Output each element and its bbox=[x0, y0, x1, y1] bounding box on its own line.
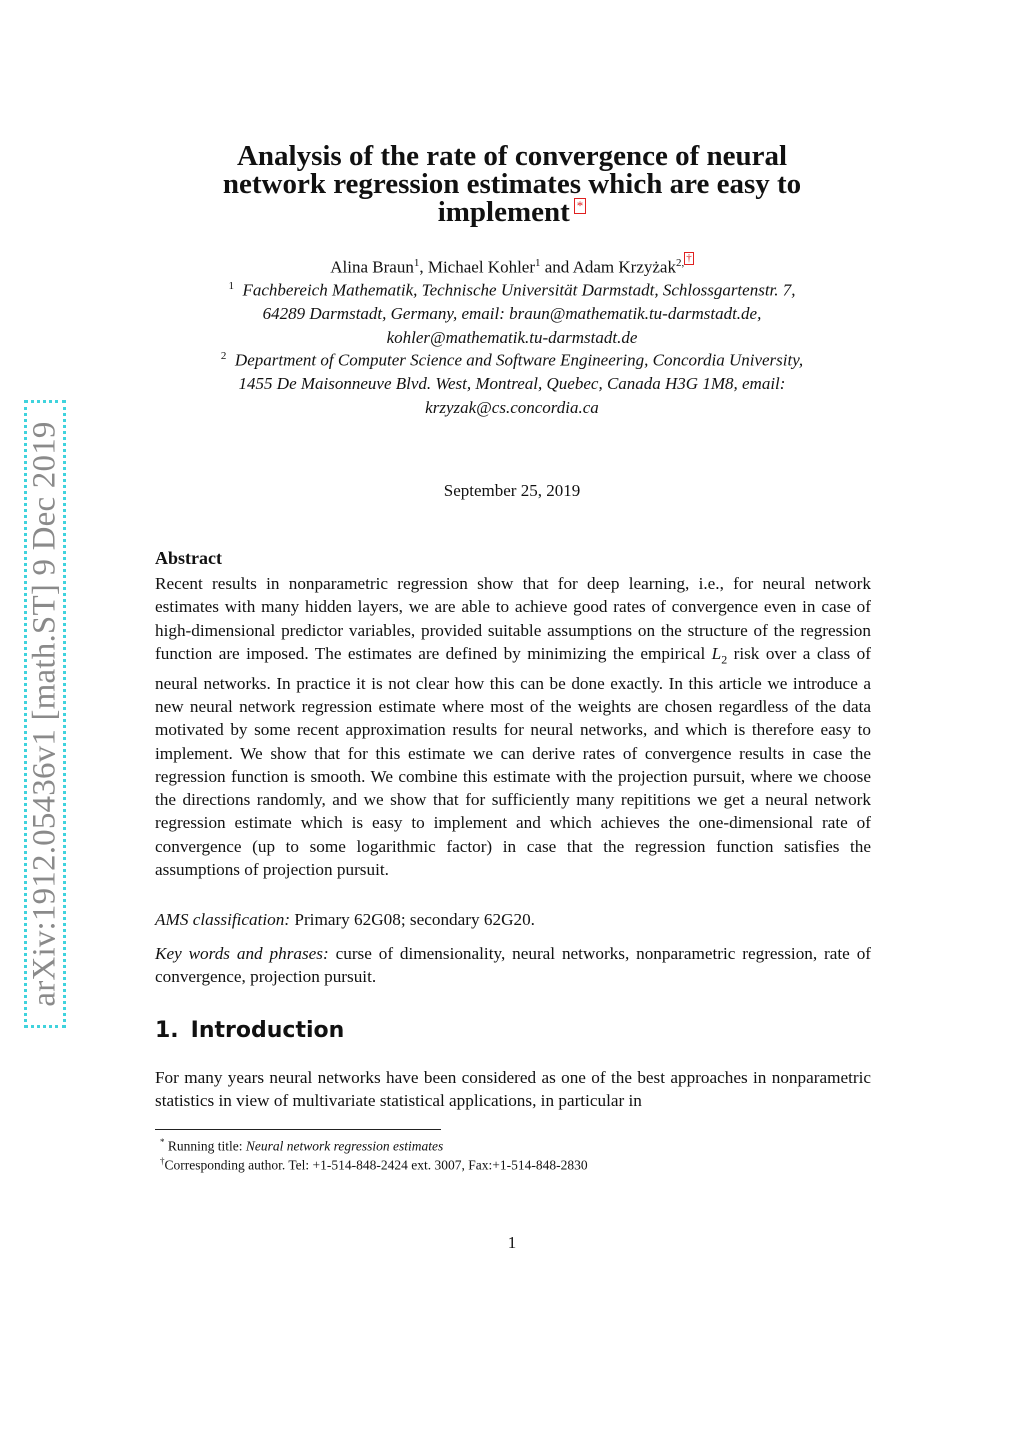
ams-value: Primary 62G08; secondary 62G20. bbox=[290, 910, 535, 929]
page-number: 1 bbox=[507, 1233, 517, 1252]
abstract-text-1: Recent results in nonparametric regression show that for deep learning, i.e., for neural network estimates with many hidden layers, we are able to achieve good rates of convergence even in case of high-dimensional predictor variables, provided suitable assumptions on the structure of the regression function are imposed. The estimates are defined by minimizing the empirical bbox=[155, 574, 871, 663]
footnote-label: Running title: bbox=[164, 1138, 246, 1154]
keywords-label: Key words and phrases: bbox=[155, 944, 329, 963]
arxiv-identifier: arXiv:1912.05436v1 [math.ST] 9 Dec 2019 bbox=[26, 421, 63, 1007]
author-braun: Alina Braun bbox=[330, 257, 414, 277]
paper-title bbox=[150, 142, 874, 226]
title-line-3: implement bbox=[437, 196, 570, 228]
title-footnote-link[interactable]: * bbox=[574, 198, 587, 214]
corresponding-author-link[interactable]: † bbox=[686, 252, 692, 264]
section-number: 1. bbox=[155, 1018, 179, 1043]
keywords bbox=[155, 942, 871, 989]
footnote-mark: † bbox=[160, 1156, 165, 1166]
footnote-corresponding bbox=[160, 1152, 860, 1175]
abstract-heading: Abstract bbox=[155, 548, 222, 568]
author-separator: , bbox=[419, 257, 428, 277]
ams-label: AMS classification: bbox=[155, 910, 291, 929]
affiliation-2-line-2: 1455 De Maisonneuve Blvd. West, Montreal, Quebec, Canada H3G 1M8, email: bbox=[238, 374, 786, 394]
title-line-2: network regression estimates which are easy to bbox=[222, 168, 802, 200]
abstract-body bbox=[155, 572, 871, 881]
footnote-text: Corresponding author. Tel: +1-514-848-2424 ext. 3007, Fax:+1-514-848-2830 bbox=[164, 1157, 588, 1173]
title-line-1: Analysis of the rate of convergence of neural bbox=[236, 140, 788, 172]
author-krzyzak-affil: 2, bbox=[675, 257, 685, 269]
affiliation-1-number: 1 bbox=[228, 280, 234, 292]
author-kohler-affil: 1 bbox=[535, 257, 541, 269]
paper-date: September 25, 2019 bbox=[443, 481, 581, 500]
affiliation-2 bbox=[150, 345, 874, 419]
intro-paragraph: For many years neural networks have been considered as one of the best approaches in nonparametric statistics in view of multivariate statistical applications, in particular in bbox=[155, 1068, 871, 1111]
author-krzyzak: Adam Krzyżak bbox=[572, 257, 676, 277]
author-separator: and bbox=[540, 257, 573, 277]
section-title: Introduction bbox=[190, 1018, 345, 1043]
math-subscript: 2 bbox=[721, 652, 728, 667]
affiliation-2-line-3: krzyzak@cs.concordia.ca bbox=[425, 397, 599, 417]
author-kohler: Michael Kohler bbox=[427, 257, 535, 277]
affiliation-1-line-2: 64289 Darmstadt, Germany, email: braun@mathematik.tu-darmstadt.de, bbox=[262, 304, 762, 324]
arxiv-stamp bbox=[24, 400, 66, 1028]
footnote-value: Neural network regression estimates bbox=[245, 1138, 444, 1154]
affiliation-1 bbox=[150, 275, 874, 349]
footnote-rule bbox=[155, 1129, 441, 1130]
affiliation-1-line-3: kohler@mathematik.tu-darmstadt.de bbox=[386, 327, 638, 347]
affiliation-2-line-1: Department of Computer Science and Software Engineering, Concordia University, bbox=[234, 350, 804, 370]
section-heading bbox=[155, 1018, 344, 1043]
ams-classification bbox=[155, 908, 871, 931]
math-symbol-L: L bbox=[711, 643, 722, 663]
keywords-value: curse of dimensionality, neural networks, nonparametric regression, rate of convergence, projection pursuit. bbox=[155, 944, 872, 987]
affiliation-2-number: 2 bbox=[220, 350, 227, 362]
affiliation-1-line-1: Fachbereich Mathematik, Technische Universität Darmstadt, Schlossgartenstr. 7, bbox=[242, 280, 796, 300]
footnote-mark: * bbox=[160, 1137, 165, 1147]
author-braun-affil: 1 bbox=[413, 257, 420, 269]
abstract-text-2: risk over a class of neural networks. In practice it is not clear how this can be done exactly. In this article we introduce a new neural network regression estimate where most of the weights are chosen regardless of the data motivated by some recent approximation results for neural networks, and which is therefore easy to implement. We show that for this estimate we can derive rates of convergence results in case the regression function is smooth. We combine this estimate with the projection pursuit, where we choose the directions randomly, and we show that for sufficiently many repititions we get a neural network regression estimate which is easy to implement and which achieves the one-dimensional rate of convergence (up to some logarithmic factor) in case that the regression function satisfies the assumptions of projection pursuit. bbox=[155, 643, 871, 879]
